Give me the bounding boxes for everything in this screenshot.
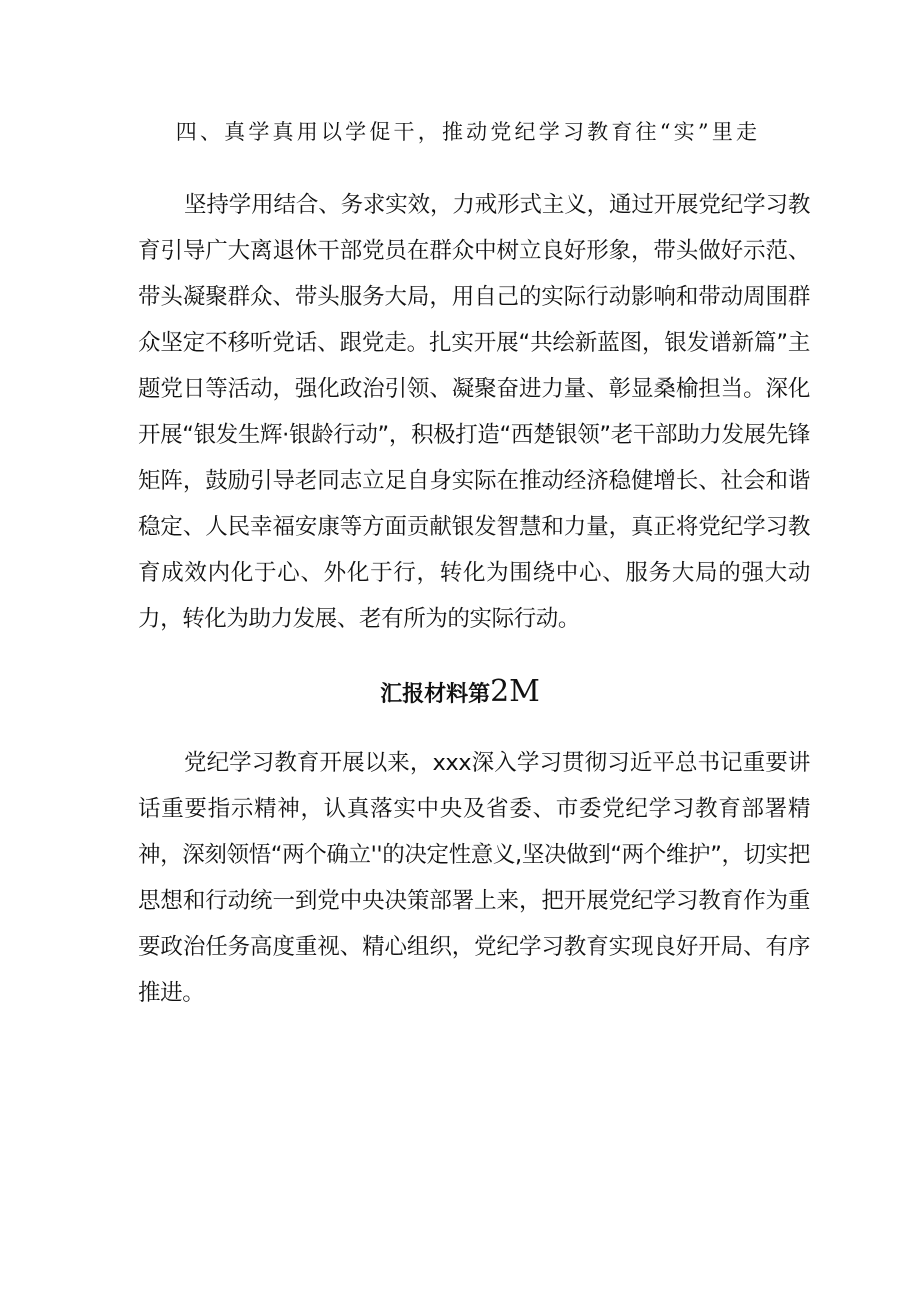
section-heading: 四、真学真用以学促干，推动党纪学习教育往“实”里走	[175, 120, 761, 144]
paragraph-practice: 坚持学用结合、务求实效，力戒形式主义，通过开展党纪学习教育引导广大离退休干部党员在群众中树立良好形象，带头做好示范、带头凝聚群众、带头服务大局，用自己的实际行动影响和带动周围群众坚定不移听党话、跟党走。扎实开展“共绘新蓝图，银发谱新篇”主题党日等活动，强化政治引领、凝聚奋进力量、彰显桑榆担当。深化开展“银发生辉·银龄行动”，积极打造“西楚银领”老干部助力发展先锋矩阵，鼓励引导老同志立足自身实际在推动经济稳健增长、社会和谐稳定、人民幸福安康等方面贡献银发智慧和力量，真正将党纪学习教育成效内化于心、外化于行，转化为围绕中心、服务大局的强大动力，转化为助力发展、老有所为的实际行动。	[138, 192, 810, 632]
material-title-text: 汇报材料第	[380, 682, 491, 707]
paragraph-overview: 党纪学习教育开展以来，xxx深入学习贯彻习近平总书记重要讲话重要指示精神，认真落实中央及省委、市委党纪学习教育部署精神，深刻领悟“两个确立''的决定性意义,坚决做到“两个维护”，切实把思想和行动统一到党中央决策部署上来，把开展党纪学习教育作为重要政治任务高度重视、精心组织，党纪学习教育实现良好开局、有序推进。	[138, 750, 810, 1006]
material-title-number: 2M	[490, 674, 540, 709]
material-title	[0, 672, 920, 715]
